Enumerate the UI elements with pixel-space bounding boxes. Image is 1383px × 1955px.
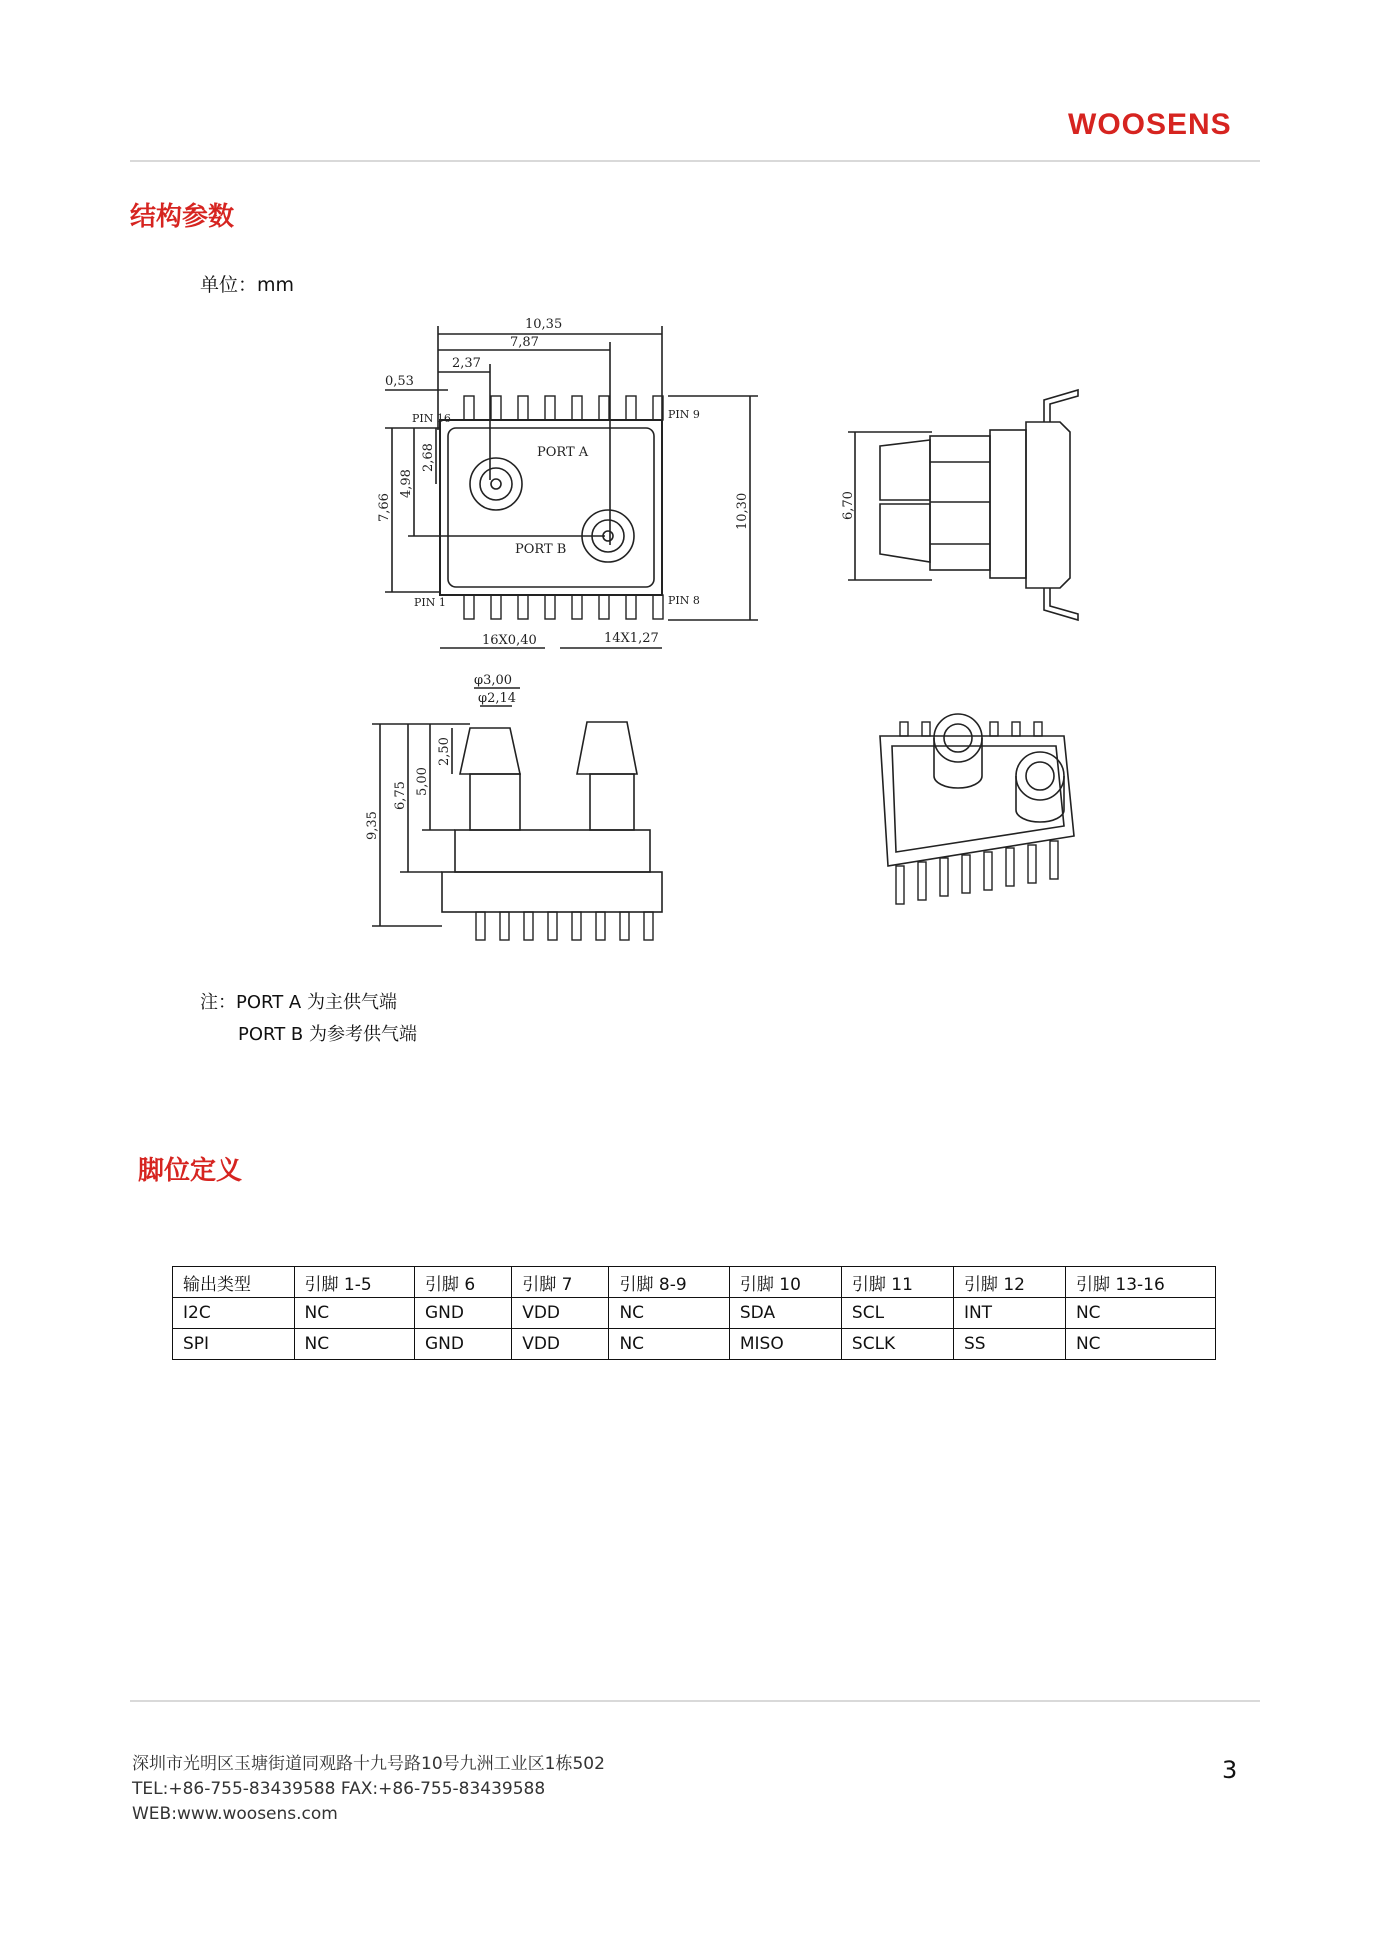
dim-barb-height: 2,50 bbox=[437, 737, 452, 766]
dim-tube-height: 5,00 bbox=[415, 767, 430, 796]
label-pin1: PIN 1 bbox=[414, 596, 446, 609]
footer-tel-fax: TEL:+86-755-83439588 FAX:+86-755-83439588 bbox=[132, 1779, 546, 1799]
table-cell: VDD bbox=[512, 1298, 609, 1329]
table-header-cell: 引脚 12 bbox=[953, 1267, 1065, 1298]
table-header-cell: 引脚 13-16 bbox=[1065, 1267, 1215, 1298]
table-cell: SDA bbox=[729, 1298, 841, 1329]
label-pin8: PIN 8 bbox=[668, 594, 700, 607]
note-port-a: 注：PORT A 为主供气端 bbox=[200, 992, 397, 1013]
side-view bbox=[841, 390, 1078, 620]
table-cell: NC bbox=[609, 1298, 729, 1329]
label-port-b: PORT B bbox=[515, 542, 567, 557]
dim-top-width: 10,35 bbox=[525, 317, 563, 332]
table-header-row bbox=[173, 1267, 1216, 1298]
label-port-a: PORT A bbox=[537, 445, 589, 460]
table-cell: SPI bbox=[173, 1329, 295, 1360]
table-cell: SS bbox=[953, 1329, 1065, 1360]
section-title-pins: 脚位定义 bbox=[138, 1156, 243, 1186]
dim-port-a-y: 4,98 bbox=[399, 469, 414, 498]
table-row bbox=[173, 1329, 1216, 1360]
dim-port-a-x: 2,37 bbox=[452, 356, 481, 371]
table-cell: NC bbox=[294, 1298, 414, 1329]
table-header-cell: 引脚 11 bbox=[841, 1267, 953, 1298]
footer-web: WEB:www.woosens.com bbox=[132, 1804, 338, 1824]
note-port-b: PORT B 为参考供气端 bbox=[238, 1024, 418, 1045]
front-view bbox=[365, 673, 662, 940]
label-pin16: PIN 16 bbox=[412, 412, 451, 425]
dim-port-height: 6,75 bbox=[393, 781, 408, 810]
dim-inner-diameter: φ2,14 bbox=[478, 691, 517, 706]
table-cell: SCLK bbox=[841, 1329, 953, 1360]
table-cell: GND bbox=[414, 1329, 511, 1360]
table-cell: NC bbox=[294, 1329, 414, 1360]
dim-port-b-y: 7,66 bbox=[377, 493, 392, 522]
footer-address: 深圳市光明区玉塘街道同观路十九号路10号九洲工业区1栋502 bbox=[132, 1754, 605, 1774]
table-header-cell: 引脚 10 bbox=[729, 1267, 841, 1298]
page-number: 3 bbox=[1222, 1756, 1238, 1784]
table-cell: NC bbox=[1065, 1298, 1215, 1329]
table-cell: NC bbox=[1065, 1329, 1215, 1360]
table-cell: VDD bbox=[512, 1329, 609, 1360]
table-header-cell: 输出类型 bbox=[173, 1267, 295, 1298]
dim-body-height: 10,30 bbox=[735, 492, 750, 530]
unit-label: 单位：mm bbox=[200, 274, 295, 296]
dim-side-height: 6,70 bbox=[841, 491, 856, 520]
dim-outer-diameter: φ3,00 bbox=[474, 673, 513, 688]
dim-total-height: 9,35 bbox=[365, 811, 380, 840]
table-cell: SCL bbox=[841, 1298, 953, 1329]
table-header-cell: 引脚 7 bbox=[512, 1267, 609, 1298]
footer-divider bbox=[130, 1700, 1260, 1702]
section-title-structure: 结构参数 bbox=[130, 202, 235, 232]
label-pin9: PIN 9 bbox=[668, 408, 700, 421]
table-cell: INT bbox=[953, 1298, 1065, 1329]
top-view bbox=[377, 317, 758, 648]
dim-edge: 0,53 bbox=[385, 374, 414, 389]
table-cell: I2C bbox=[173, 1298, 295, 1329]
dim-pin-width: 16X0,40 bbox=[482, 633, 537, 648]
table-row bbox=[173, 1298, 1216, 1329]
table-header-cell: 引脚 1-5 bbox=[294, 1267, 414, 1298]
mechanical-drawing bbox=[0, 0, 1383, 960]
dim-port-a-y2: 2,68 bbox=[421, 443, 436, 472]
table-header-cell: 引脚 6 bbox=[414, 1267, 511, 1298]
table-cell: MISO bbox=[729, 1329, 841, 1360]
footer-contact bbox=[132, 1752, 605, 1827]
table-cell: GND bbox=[414, 1298, 511, 1329]
table-header-cell: 引脚 8-9 bbox=[609, 1267, 729, 1298]
dim-port-b-x: 7,87 bbox=[510, 335, 539, 350]
pin-definition-table bbox=[172, 1266, 1216, 1360]
iso-view bbox=[880, 714, 1074, 904]
dim-pitch: 14X1,27 bbox=[604, 631, 659, 646]
table-cell: NC bbox=[609, 1329, 729, 1360]
brand-logo: WOOSENS bbox=[1068, 108, 1232, 141]
